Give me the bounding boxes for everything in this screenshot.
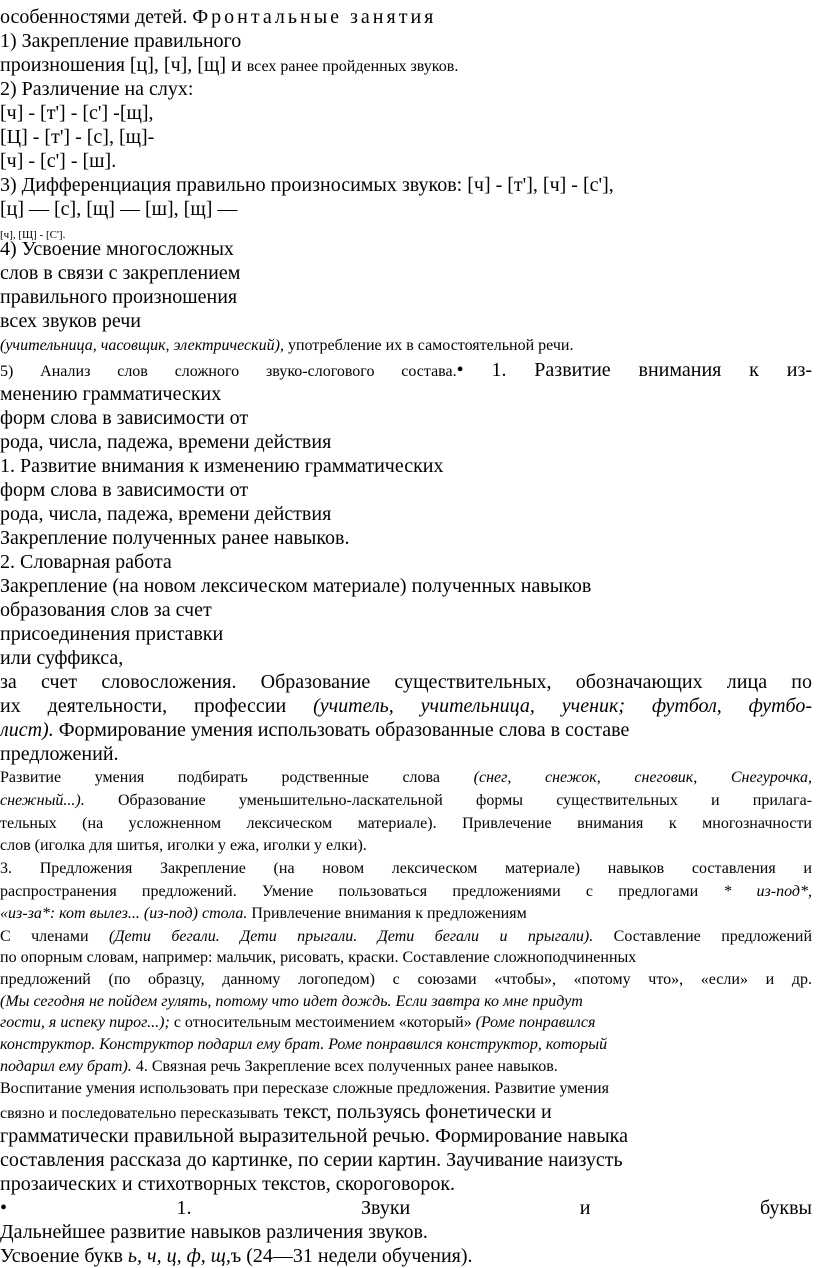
text-line <box>0 125 816 149</box>
text-line <box>0 646 816 670</box>
text-run: произношения [ц], [ч], [щ] и <box>0 54 247 76</box>
text-run: предложений. <box>0 743 119 765</box>
text-run: ь, ч, ц, ф, щ, <box>127 1245 231 1267</box>
text-run: прозаических и стихотворных текстов, скороговорок. <box>0 1173 456 1195</box>
text-run: [ч] - [с'] - [ш]. <box>0 150 117 172</box>
text-run: употребление их в самостоятельной речи. <box>283 337 574 354</box>
text-run: грамматически правильной выразительной речью. Формирование навыка <box>0 1125 628 1147</box>
text-run: распространения предложений. Умение пользоваться предложениями с предлогами <box>0 883 724 900</box>
text-line <box>0 1012 816 1033</box>
text-run: [ц] — [с], [щ] — [ш], [щ] — <box>0 198 238 220</box>
text-line <box>0 947 816 968</box>
text-run: предложений (по образцу, данному логопедом) с союзами «чтобы», «потому что», «если» и др. <box>0 971 812 988</box>
text-run: 4) Усвоение многосложных <box>0 238 234 260</box>
text-run: присоединения приставки <box>0 623 224 645</box>
text-line <box>0 53 816 77</box>
text-run: Привлечение внимания к предложениям <box>247 905 527 922</box>
text-line <box>0 149 816 173</box>
text-line <box>0 598 816 622</box>
text-line <box>0 309 816 333</box>
text-line <box>0 1172 816 1196</box>
text-run: (учительница, часовщик, электрический), <box>0 337 284 354</box>
text-line <box>0 382 816 406</box>
text-run: форм слова в зависимости от <box>0 479 249 501</box>
text-run: Составление предложений <box>593 928 813 945</box>
text-line <box>0 991 816 1012</box>
text-line <box>0 550 816 574</box>
text-line <box>0 1034 816 1055</box>
text-run: тельных (на усложненном лексическом материале). Привлечение внимания к многозначности <box>0 815 812 832</box>
text-line <box>0 926 812 947</box>
text-run: С членами <box>0 928 109 945</box>
text-run: образования слов за счет <box>0 599 212 621</box>
text-line <box>0 903 816 924</box>
text-line <box>0 858 812 879</box>
text-line <box>0 406 816 430</box>
text-line <box>0 1100 816 1124</box>
text-run: (Мы сегодня не пойдем гулять, потому что идет дождь. Если завтра ко мне придут <box>0 993 583 1010</box>
text-line <box>0 1244 816 1268</box>
text-run: форм слова в зависимости от <box>0 407 249 429</box>
text-run: особенностями детей. <box>0 6 193 28</box>
text-line <box>0 101 816 125</box>
text-run: 3. Предложения Закрепление (на новом лексическом материале) навыков составления и <box>0 860 812 877</box>
text-run: рода, числа, падежа, времени действия <box>0 503 332 525</box>
text-line <box>0 969 812 990</box>
text-run: по опорным словам, например: мальчик, рисовать, краски. Составление сложноподчиненных <box>0 949 637 966</box>
text-run: или суффикса, <box>0 647 124 669</box>
text-run: рода, числа, падежа, времени действия <box>0 431 332 453</box>
text-line <box>0 1078 816 1099</box>
text-run: подарил ему брат). <box>0 1058 132 1075</box>
text-run: 5) Анализ слов сложного звуко-слогового состава. <box>0 363 457 380</box>
text-line <box>0 1220 816 1244</box>
text-run: слов (иголка для шитья, иголки у ежа, иголки у елки). <box>0 837 367 854</box>
text-run: Усвоение букв <box>0 1245 128 1267</box>
text-line <box>0 173 816 197</box>
section-heading: Фронтальные занятия <box>192 6 437 28</box>
text-run: (учитель, учительница, ученик; футбол, футбо- <box>313 695 812 717</box>
text-line <box>0 29 816 53</box>
text-run: текст, пользуясь фонетически и <box>278 1101 552 1123</box>
text-run: Формирование умения использовать образованные слова в составе <box>53 719 630 741</box>
text-run: правильного произношения <box>0 286 238 308</box>
text-line <box>0 574 816 598</box>
text-run: 2. Словарная работа <box>0 551 172 573</box>
text-run: 1. Развитие внимания к изменению грамматических <box>0 455 444 477</box>
text-run: (снег, снежок, снеговик, Снегурочка, <box>473 769 812 786</box>
text-run: ъ (24—31 недели обучения). <box>230 1245 473 1267</box>
text-run: слов в связи с закреплением <box>0 262 241 284</box>
text-line <box>0 358 812 382</box>
text-line <box>0 502 816 526</box>
text-run: Дальнейшее развитие навыков различения звуков. <box>0 1221 428 1243</box>
text-line <box>0 670 812 694</box>
text-line <box>0 622 816 646</box>
text-line <box>0 1196 812 1220</box>
text-run: «из-за*: кот вылез... (из-под) стола. <box>0 905 248 922</box>
text-line <box>0 237 816 261</box>
text-line <box>0 285 816 309</box>
text-line <box>0 881 812 902</box>
text-run: лист). <box>0 719 54 741</box>
text-line <box>0 77 816 101</box>
text-run: их деятельности, профессии <box>0 695 314 717</box>
text-line <box>0 332 816 356</box>
text-run: Развитие умения подбирать родственные слова <box>0 769 474 786</box>
text-line <box>0 1056 816 1077</box>
text-line <box>0 790 812 811</box>
text-run: Закрепление (на новом лексическом материале) полученных навыков <box>0 575 592 597</box>
text-line <box>0 197 816 221</box>
text-run: [ч] - [т'] - [с'] -[щ], <box>0 102 154 124</box>
text-run: с относительным местоимением «который» <box>169 1014 476 1031</box>
text-run: Образование уменьшительно-ласкательной формы существительных и прилага- <box>84 792 812 809</box>
text-line <box>0 835 816 856</box>
text-line <box>0 767 812 788</box>
text-line <box>0 454 816 478</box>
text-run: [Ц] - [т'] - [с], [щ]- <box>0 126 155 148</box>
text-run: всех звуков речи <box>0 310 142 332</box>
text-line <box>0 430 816 454</box>
text-run: всех ранее пройденных звуков. <box>246 58 459 75</box>
text-run: (Роме понравился <box>475 1014 596 1031</box>
text-run: * из-под*, <box>723 883 813 900</box>
text-line <box>0 1124 816 1148</box>
text-run: 4. Связная речь Закрепление всех полученных ранее навыков. <box>131 1058 558 1075</box>
text-line <box>0 261 816 285</box>
text-line <box>0 742 816 766</box>
text-run: • 1. Развитие внимания к из- <box>456 359 812 381</box>
text-run: 3) Дифференциация правильно произносимых звуков: [ч] - [т'], [ч] - [с'], <box>0 174 614 196</box>
text-run: снежный...). <box>0 792 85 809</box>
text-line <box>0 1148 816 1172</box>
text-line <box>0 718 816 742</box>
text-line <box>0 526 816 550</box>
text-line <box>0 813 812 834</box>
text-line <box>0 5 816 29</box>
text-run: связно и последовательно пересказывать <box>0 1105 279 1122</box>
text-run: • 1. Звуки и буквы <box>0 1197 812 1219</box>
text-run: (Дети бегали. Дети прыгали. Дети бегали и прыгали). <box>108 928 594 945</box>
text-run: 2) Различение на слух: <box>0 78 194 100</box>
text-line <box>0 694 812 718</box>
text-run: составления рассказа до картинке, по серии картин. Заучивание наизусть <box>0 1149 623 1171</box>
text-run: конструктор. Конструктор подарил ему брат. Роме понравился конструктор, который <box>0 1036 608 1053</box>
text-run: менению грамматических <box>0 383 222 405</box>
text-run: 1) Закрепление правильного <box>0 30 242 52</box>
text-run: Воспитание умения использовать при пересказе сложные предложения. Развитие умения <box>0 1080 609 1097</box>
text-line <box>0 478 816 502</box>
text-run: за счет словосложения. Образование существительных, обозначающих лица по <box>0 671 812 693</box>
text-run: Закрепление полученных ранее навыков. <box>0 527 350 549</box>
text-run: [ч], [Щ] - [С']. <box>0 229 66 241</box>
text-run: гости, я испеку пирог...); <box>0 1014 170 1031</box>
